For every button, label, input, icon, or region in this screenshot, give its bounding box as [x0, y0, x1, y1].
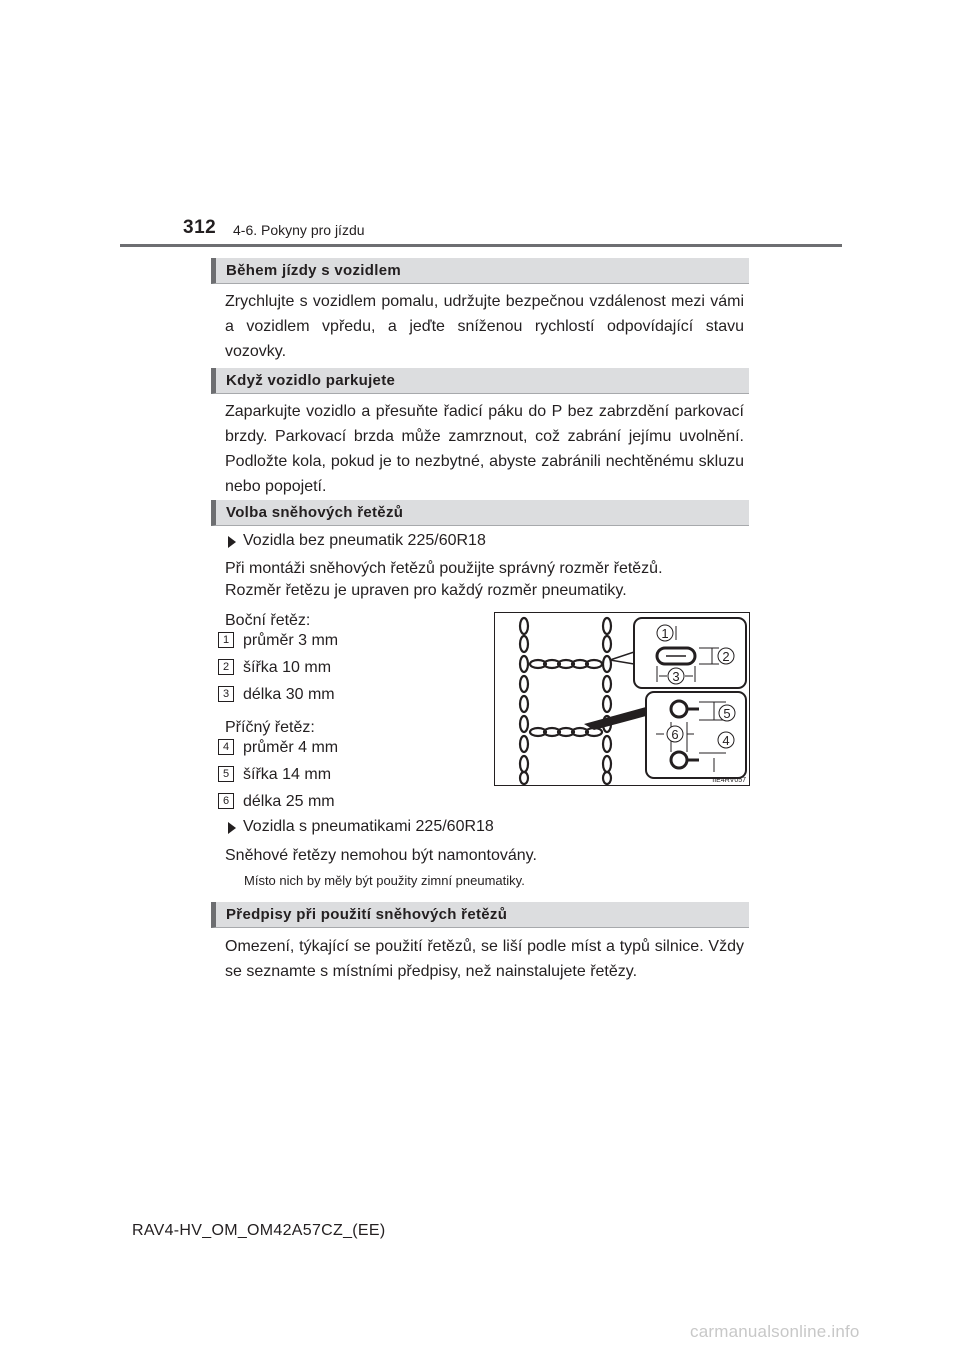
diagram-callout-1: 1 — [661, 626, 669, 641]
callout-number-1: 1 — [218, 632, 234, 648]
section-text-parking: Zaparkujte vozidlo a přesuňte řadicí páku do P bez zabrzdění parkovací brzdy. Parkovací brzda může zamrznout, což zabrání jejímu uvolnění. Podložte kola, pokud je to nezbytné, abyste zabránili nechtěnému skluzu nebo popojetí. — [225, 403, 744, 495]
snow-chain-diagram — [494, 612, 750, 786]
side-chain-diameter: průměr 3 mm — [243, 632, 339, 649]
bullet-triangle-icon — [228, 822, 236, 834]
callout-number-2: 2 — [218, 659, 234, 675]
cross-chain-length: délka 25 mm — [243, 793, 335, 810]
cross-chain-width: šířka 14 mm — [243, 766, 332, 783]
bullet-triangle-icon — [228, 536, 236, 548]
item-note-winter-tires: Místo nich by měly být použity zimní pneumatiky. — [244, 873, 525, 888]
section-text-driving: Zrychlujte s vozidlem pomalu, udržujte bezpečnou vzdálenost mezi vámi a vozidlem vpředu, a jeďte sníženou rychlostí odpovídající stavu vozovky. — [225, 293, 744, 360]
item-heading-without-tires: Vozidla bez pneumatik 225/60R18 — [243, 532, 486, 549]
callout-number-3: 3 — [218, 686, 234, 702]
diagram-callout-2: 2 — [722, 649, 730, 664]
callout-number-6: 6 — [218, 793, 234, 809]
header-rule — [120, 244, 842, 247]
section-heading-chain-selection: Volba sněhových řetězů — [211, 500, 749, 526]
diagram-callout-3: 3 — [672, 669, 680, 684]
item-text-not-installable: Sněhové řetězy nemohou být namontovány. — [225, 847, 537, 864]
document-code-footer: RAV4-HV_OM_OM42A57CZ_(EE) — [132, 1222, 386, 1239]
diagram-callout-5: 5 — [723, 706, 731, 721]
cross-chain-label: Příčný řetěz: — [225, 719, 315, 736]
callout-number-5: 5 — [218, 766, 234, 782]
side-chain-label: Boční řetěz: — [225, 612, 311, 629]
chapter-title: 4-6. Pokyny pro jízdu — [233, 222, 365, 238]
section-heading-regulations: Předpisy při použití sněhových řetězů — [211, 902, 749, 928]
cross-chain-diameter: průměr 4 mm — [243, 739, 339, 756]
section-text-regulations: Omezení, týkající se použití řetězů, se liší podle míst a typů silnice. Vždy se seznamte s místními předpisy, než nainstalujete řetězy. — [225, 938, 744, 980]
item-text-line-2: Rozměr řetězu je upraven pro každý rozměr pneumatiky. — [225, 582, 627, 599]
side-chain-width: šířka 10 mm — [243, 659, 332, 676]
side-chain-length: délka 30 mm — [243, 686, 335, 703]
figure-code: IIE4RV057 — [712, 777, 746, 784]
watermark: carmanualsonline.info — [690, 1322, 860, 1341]
section-heading-parking: Když vozidlo parkujete — [211, 368, 749, 394]
diagram-callout-6: 6 — [671, 727, 679, 742]
item-heading-with-tires: Vozidla s pneumatikami 225/60R18 — [243, 818, 494, 835]
item-text-line-1: Při montáži sněhových řetězů použijte správný rozměr řetězů. — [225, 560, 663, 577]
diagram-callout-4: 4 — [722, 733, 730, 748]
section-heading-driving: Během jízdy s vozidlem — [211, 258, 749, 284]
page-number: 312 — [183, 217, 217, 238]
callout-number-4: 4 — [218, 739, 234, 755]
